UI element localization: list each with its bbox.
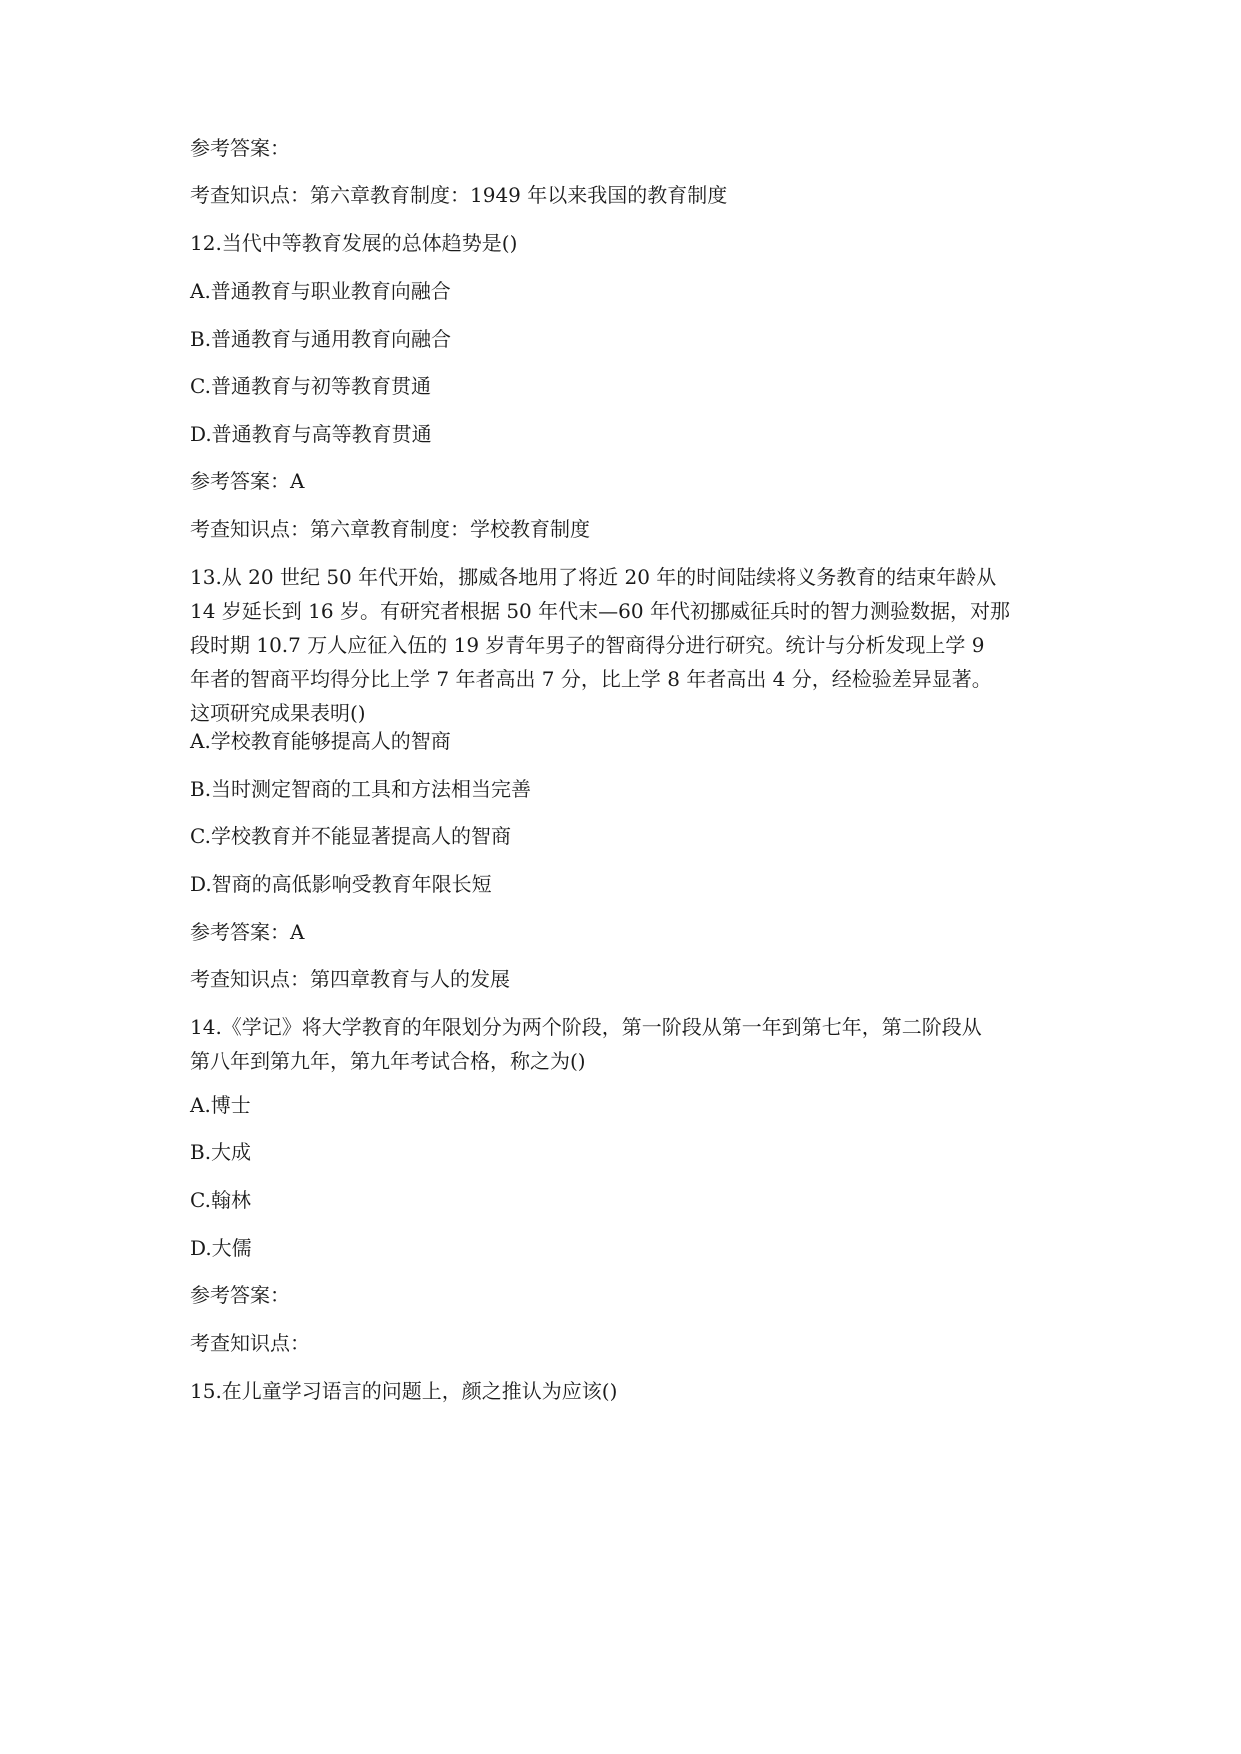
- question-13-knowledge: 考查知识点：第四章教育与人的发展: [190, 967, 510, 991]
- question-12-knowledge: 考查知识点：第六章教育制度：学校教育制度: [190, 517, 590, 541]
- answer-label: 参考答案：: [190, 136, 290, 160]
- question-13-answer: 参考答案：A: [190, 920, 305, 944]
- question-15-stem: 15.在儿童学习语言的问题上，颜之推认为应该(): [190, 1379, 618, 1403]
- question-14-option-b: B.大成: [190, 1140, 252, 1164]
- question-12-answer: 参考答案：A: [190, 469, 305, 493]
- question-13-stem-line: 13.从 20 世纪 50 年代开始，挪威各地用了将近 20 年的时间陆续将义务教育的结束年龄从: [190, 565, 997, 589]
- question-13-stem: [190, 560, 1060, 730]
- question-14-option-c: C.翰林: [190, 1188, 251, 1212]
- question-12-option-a: A.普通教育与职业教育向融合: [190, 279, 451, 303]
- question-12-option-c: C.普通教育与初等教育贯通: [190, 374, 431, 398]
- question-13-stem-line: 年者的智商平均得分比上学 7 年者高出 7 分，比上学 8 年者高出 4 分，经检验差异显著。: [190, 667, 992, 691]
- question-13-stem-line: 这项研究成果表明(): [190, 701, 366, 725]
- question-14-stem: [190, 1010, 1060, 1078]
- question-14-answer: 参考答案：: [190, 1283, 290, 1307]
- question-13-option-a: A.学校教育能够提高人的智商: [190, 729, 451, 753]
- question-14-knowledge: 考查知识点：: [190, 1331, 310, 1355]
- knowledge-point: 考查知识点：第六章教育制度：1949 年以来我国的教育制度: [190, 183, 728, 207]
- question-13-option-d: D.智商的高低影响受教育年限长短: [190, 872, 492, 896]
- question-14-option-d: D.大儒: [190, 1236, 252, 1260]
- question-14-option-a: A.博士: [190, 1093, 251, 1117]
- question-12-option-b: B.普通教育与通用教育向融合: [190, 327, 452, 351]
- question-13-option-c: C.学校教育并不能显著提高人的智商: [190, 824, 511, 848]
- question-13-stem-line: 14 岁延长到 16 岁。有研究者根据 50 年代末—60 年代初挪威征兵时的智力测验数据，对那: [190, 599, 1010, 623]
- question-12-option-d: D.普通教育与高等教育贯通: [190, 422, 432, 446]
- question-14-stem-line: 第八年到第九年，第九年考试合格，称之为(): [190, 1049, 586, 1073]
- question-12-stem: 12.当代中等教育发展的总体趋势是(): [190, 231, 518, 255]
- question-14-stem-line: 14.《学记》将大学教育的年限划分为两个阶段，第一阶段从第一年到第七年，第二阶段从: [190, 1015, 982, 1039]
- question-13-stem-line: 段时期 10.7 万人应征入伍的 19 岁青年男子的智商得分进行研究。统计与分析发现上学 9: [190, 633, 985, 657]
- question-13-option-b: B.当时测定智商的工具和方法相当完善: [190, 777, 532, 801]
